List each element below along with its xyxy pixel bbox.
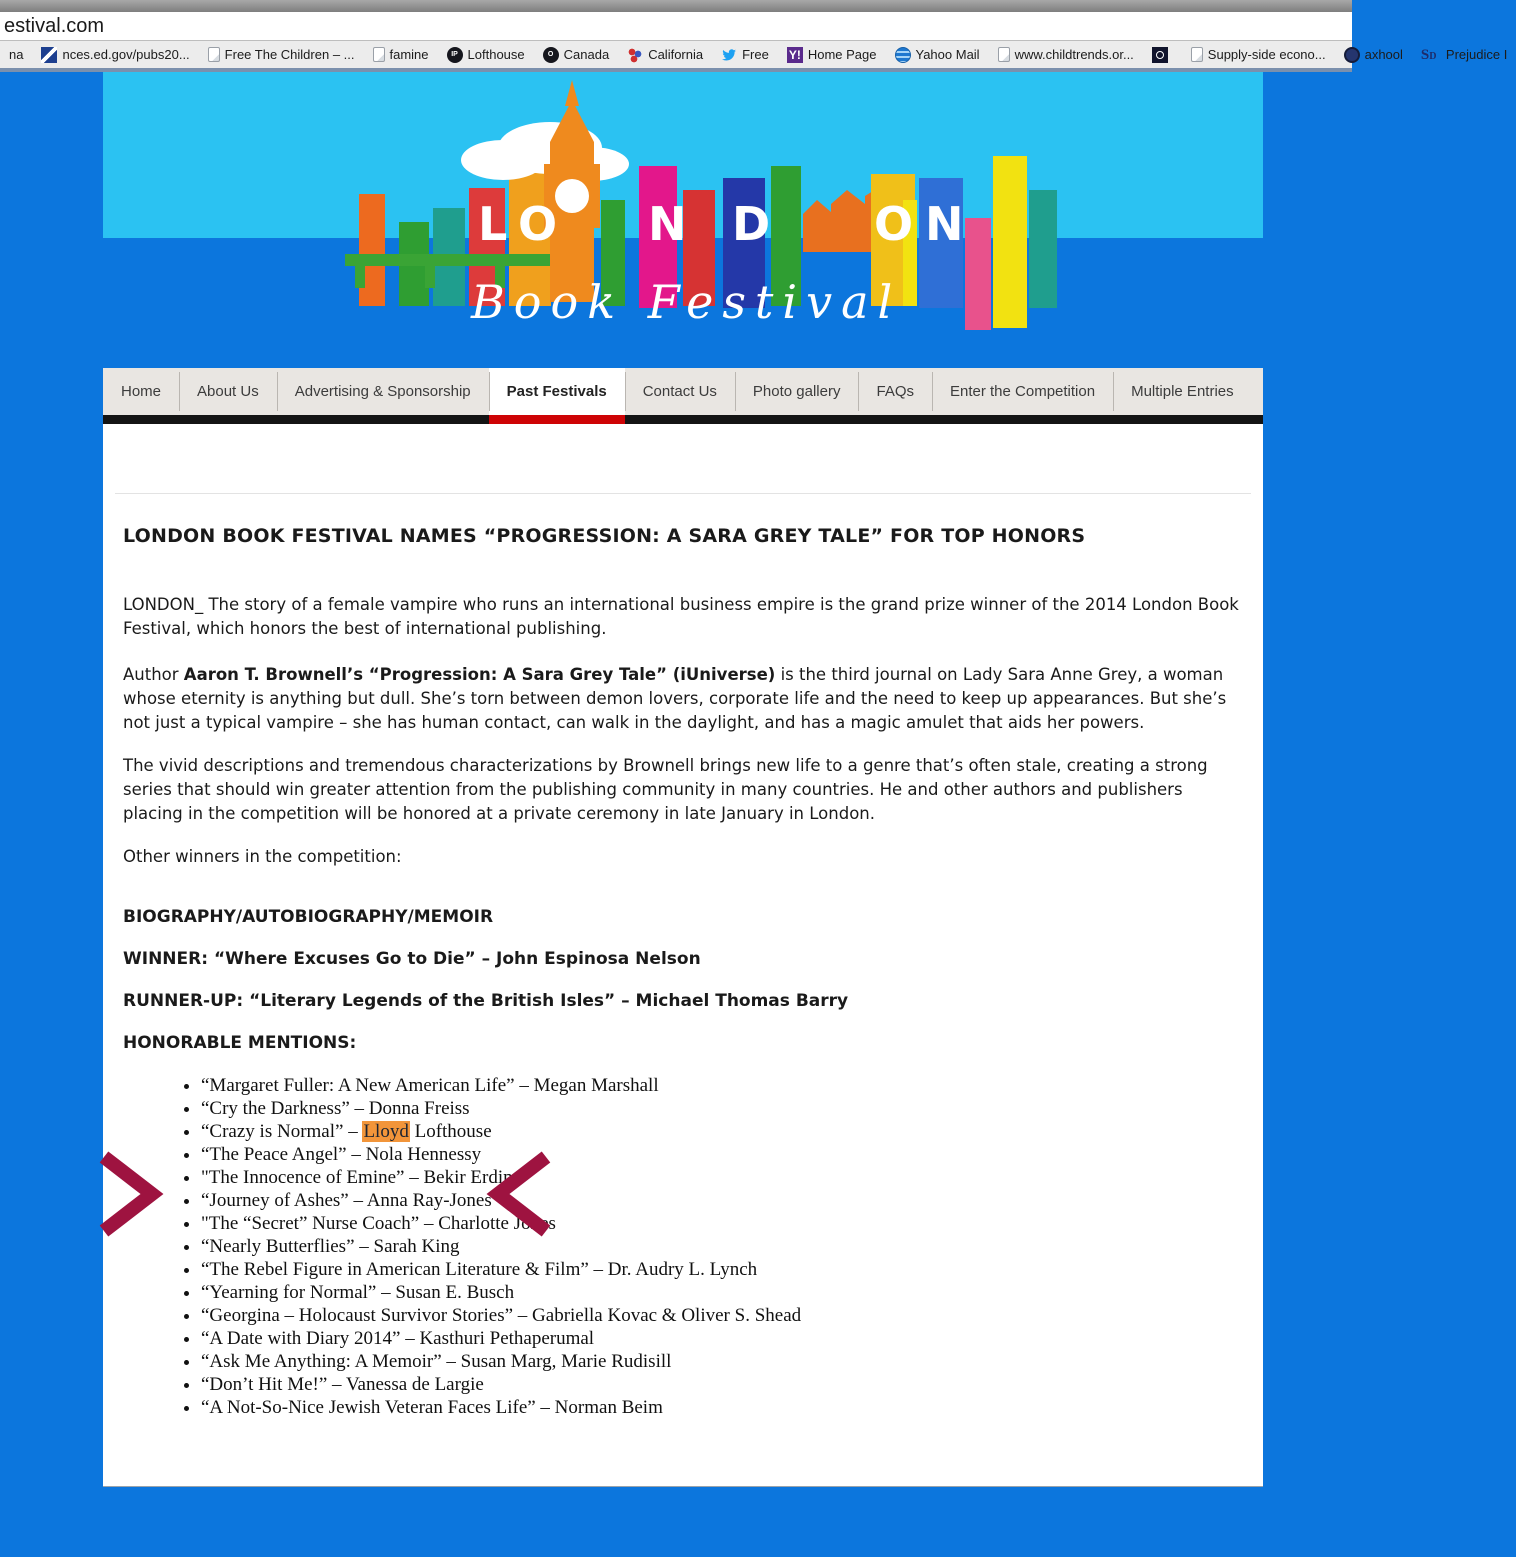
address-bar[interactable] (0, 12, 1352, 41)
bookmarks-bar (0, 41, 1508, 68)
highlighted-name: Lloyd (363, 1121, 409, 1142)
page-background (0, 72, 1352, 1557)
list-item: • “Margaret Fuller: A New American Life” – Megan Marshall (201, 1074, 1241, 1097)
svg-text:D: D (732, 197, 771, 251)
content-panel (103, 424, 1263, 1487)
url-text: estival.com (4, 15, 105, 37)
content-divider (115, 493, 1251, 494)
bookmark-item[interactable]: California (618, 41, 712, 68)
list-item: • “Ask Me Anything: A Memoir” – Susan Marg, Marie Rudisill (201, 1350, 1241, 1373)
dark-circle-icon (1344, 47, 1360, 63)
twitter-bird-icon (721, 47, 737, 63)
tab-past-festivals[interactable]: Past Festivals (489, 368, 625, 415)
list-item: • “Nearly Butterflies” – Sarah King (201, 1235, 1241, 1258)
page-icon (1191, 47, 1203, 62)
tab-about-us[interactable]: About Us (179, 368, 277, 415)
dark-square-icon (1152, 47, 1168, 63)
bookmark-item[interactable]: famine (364, 41, 438, 68)
bookmark-item[interactable]: axhool (1335, 41, 1412, 68)
list-item: • “Cry the Darkness” – Donna Freiss (201, 1097, 1241, 1120)
honorable-mentions-list (143, 1074, 1241, 1419)
bookmark-item[interactable]: www.childtrends.or... (989, 41, 1143, 68)
runner-up-line: RUNNER-UP: “Literary Legends of the British Isles” – Michael Thomas Barry (123, 991, 849, 1011)
article (103, 525, 1263, 1419)
bookmark-item[interactable]: na (9, 47, 24, 62)
ip-circle-icon: IP (447, 47, 463, 63)
paragraph-author: Author Aaron T. Brownell’s “Progression: A Sara Grey Tale” (iUniverse) is the third journal on Lady Sara Anne Grey, a woman whose eternity is anything but dull. She’s torn between demon lovers, corporate life and the need to keep up appearances. But she’s not just a typical vampire – she has human contact, can walk in the daylight, and has a magic amulet that aids her powers. (123, 665, 1227, 732)
sd-icon: SD (1420, 46, 1437, 63)
tab-faqs[interactable]: FAQs (858, 368, 932, 415)
tab-contact-us[interactable]: Contact Us (625, 368, 735, 415)
list-item: • “Yearning for Normal” – Susan E. Busch (201, 1281, 1241, 1304)
tab-photo-gallery[interactable]: Photo gallery (735, 368, 859, 415)
page-icon (208, 47, 220, 62)
svg-text:N: N (648, 197, 687, 251)
dark-circle-icon: O (543, 47, 559, 63)
bookmark-item[interactable] (1143, 41, 1182, 68)
paragraph-description: The vivid descriptions and tremendous characterizations by Brownell brings new life to a genre that’s often stale, creating a strong series that should win greater attention from the publishing community in many countries. He and other authors and publishers placing in the competition will be honored at a private ceremony in late January in London. (123, 756, 1208, 823)
bookmark-item[interactable]: Y! Home Page (788, 47, 877, 62)
tab-home[interactable]: Home (121, 383, 162, 400)
globe-icon (895, 47, 911, 63)
nces-site-icon (41, 47, 57, 63)
tab-advertising-sponsorship[interactable]: Advertising & Sponsorship (277, 368, 489, 415)
bookmark-item[interactable]: IP Lofthouse (438, 41, 534, 68)
people-icon (627, 47, 643, 63)
svg-text:O: O (874, 197, 914, 251)
list-item: • “The Peace Angel” – Nola Hennessy (201, 1143, 1241, 1166)
list-item: • “A Not-So-Nice Jewish Veteran Faces Life” – Norman Beim (201, 1396, 1241, 1419)
bookmark-item[interactable]: Supply-side econo... (1182, 41, 1335, 68)
yahoo-y-icon: Y! (788, 47, 801, 62)
category-heading: BIOGRAPHY/AUTOBIOGRAPHY/MEMOIR (123, 907, 494, 927)
tab-multiple-entries[interactable]: Multiple Entries (1113, 368, 1252, 415)
list-item: • “Georgina – Holocaust Survivor Stories” – Gabriella Kovac & Oliver S. Shead (201, 1304, 1241, 1327)
bookmark-item[interactable]: Free (712, 41, 778, 68)
logo-subtitle: Book Festival (471, 275, 902, 329)
svg-text:O: O (518, 197, 558, 251)
bookmark-item[interactable]: nces.ed.gov/pubs20... (32, 41, 198, 68)
book-title-bold: Aaron T. Brownell’s “Progression: A Sara Grey Tale” (iUniverse) (183, 665, 776, 684)
list-item: • "The Innocence of Emine” – Bekir Erdinc (201, 1166, 1241, 1189)
bookmark-item[interactable]: SD Prejudice I (1420, 46, 1508, 63)
bookmark-item[interactable]: O Canada (534, 41, 619, 68)
page-icon (373, 47, 385, 62)
list-item: • “A Date with Diary 2014” – Kasthuri Pethaperumal (201, 1327, 1241, 1350)
list-item: • “Don’t Hit Me!” – Vanessa de Largie (201, 1373, 1241, 1396)
bridge (345, 254, 559, 266)
bookmark-item[interactable]: Yahoo Mail (886, 41, 989, 68)
other-winners-label: Other winners in the competition: (123, 847, 402, 866)
window-titlebar (0, 0, 1352, 12)
page-title: LONDON BOOK FESTIVAL NAMES “PROGRESSION: A SARA GREY TALE” FOR TOP HONORS (123, 525, 1086, 547)
svg-text:N: N (925, 197, 964, 251)
list-item-highlighted: • “Crazy is Normal” – Lloyd Lofthouse (201, 1120, 1241, 1143)
honorable-mentions-heading: HONORABLE MENTIONS: (123, 1033, 357, 1053)
bookmark-item[interactable]: Free The Children – ... (199, 41, 364, 68)
paragraph-lead: LONDON_ The story of a female vampire who runs an international business empire is the grand prize winner of the 2014 London Book Festival, which honors the best of international publishing. (123, 595, 1239, 638)
list-item: • "The “Secret” Nurse Coach” – Charlotte Jones (201, 1212, 1241, 1235)
winner-line: WINNER: “Where Excuses Go to Die” – John Espinosa Nelson (123, 949, 701, 969)
list-item: • “The Rebel Figure in American Literature & Film” – Dr. Audry L. Lynch (201, 1258, 1241, 1281)
list-item: • “Journey of Ashes” – Anna Ray-Jones (201, 1189, 1241, 1212)
site-banner-logo (103, 72, 1263, 368)
svg-text:L: L (478, 197, 508, 251)
page-icon (998, 47, 1010, 62)
tab-enter-the-competition[interactable]: Enter the Competition (932, 368, 1113, 415)
clock-face (555, 179, 589, 213)
main-nav (103, 368, 1263, 424)
